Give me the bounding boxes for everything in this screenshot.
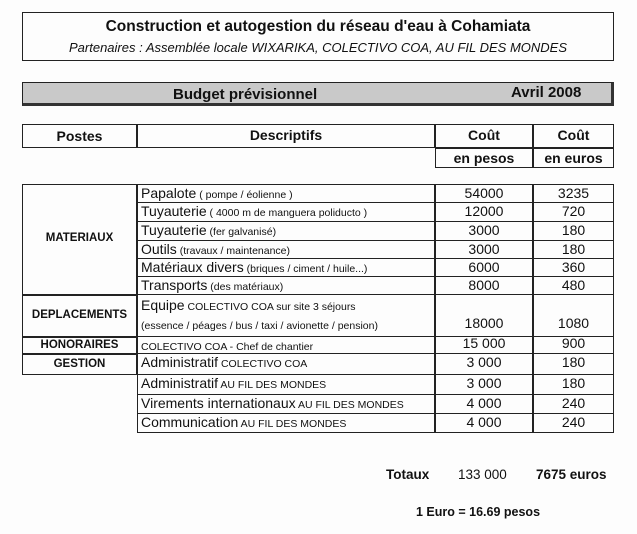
cell-pesos: 12000 xyxy=(435,203,533,222)
row-detail: ( 4000 m de manguera poliducto ) xyxy=(206,207,368,219)
cell-pesos: 18000 xyxy=(435,295,533,337)
table-row-description xyxy=(137,184,435,203)
header-cout-euros: Coût xyxy=(533,124,614,148)
category-deplacements: DEPLACEMENTS xyxy=(22,295,137,337)
row-detail: AU FIL DES MONDES xyxy=(238,418,347,430)
cell-euros: 360 xyxy=(533,259,614,277)
table-row-description xyxy=(137,241,435,259)
cell-pesos: 3000 xyxy=(435,241,533,259)
row-detail: COLECTIVO COA - Chef de chantier xyxy=(141,341,314,353)
cell-euros: 180 xyxy=(533,241,614,259)
budget-label: Budget prévisionnel xyxy=(173,86,318,103)
row-main: Administratif xyxy=(141,354,219,370)
cell-euros: 180 xyxy=(533,222,614,241)
cell-euros: 900 xyxy=(533,337,614,354)
row-main: Administratif xyxy=(141,375,219,391)
cell-pesos: 3000 xyxy=(435,222,533,241)
table-row-description xyxy=(137,222,435,241)
row-main: Tuyauterie xyxy=(141,222,207,238)
header-unit-pesos: en pesos xyxy=(435,148,533,168)
row-main: Virements internationaux xyxy=(141,395,296,411)
cell-pesos: 3 000 xyxy=(435,375,533,395)
cell-euros: 240 xyxy=(533,395,614,414)
category-gestion: GESTION xyxy=(22,354,137,375)
row-detail: COLECTIVO COA xyxy=(218,358,308,370)
document-title: Construction et autogestion du réseau d'eau à Cohamiata xyxy=(105,18,531,35)
cell-euros: 240 xyxy=(533,414,614,433)
cell-pesos: 8000 xyxy=(435,277,533,295)
table-row-description xyxy=(137,259,435,277)
table-row-description xyxy=(137,337,435,354)
table-row-description xyxy=(137,414,435,433)
budget-band xyxy=(22,82,614,106)
header-postes: Postes xyxy=(22,124,137,148)
totals-pesos: 133 000 xyxy=(458,467,507,482)
header-cout-pesos: Coût xyxy=(435,124,533,148)
cell-pesos: 54000 xyxy=(435,184,533,203)
row-detail: ( pompe / éolienne ) xyxy=(196,189,293,201)
table-row-description xyxy=(137,295,435,337)
partners-line: Partenaires : Assemblée locale WIXARIKA, COLECTIVO COA, AU FIL DES MONDES xyxy=(69,40,567,55)
category-honoraires: HONORAIRES xyxy=(22,337,137,354)
totals-euros: 7675 euros xyxy=(536,467,607,482)
row-detail: (des matériaux) xyxy=(207,281,284,293)
row-main: Tuyauterie xyxy=(141,203,207,219)
row-detail: AU FIL DES MONDES xyxy=(218,379,327,391)
totals-label: Totaux xyxy=(386,467,430,482)
cell-pesos: 3 000 xyxy=(435,354,533,375)
table-row-description xyxy=(137,354,435,375)
cell-euros: 180 xyxy=(533,354,614,375)
row-main: Communication xyxy=(141,414,239,430)
header-unit-euros: en euros xyxy=(533,148,614,168)
row-detail: (briques / ciment / huile...) xyxy=(243,263,368,275)
table-row-description xyxy=(137,277,435,295)
cell-pesos: 4 000 xyxy=(435,414,533,433)
row-detail: AU FIL DES MONDES xyxy=(295,399,404,411)
row-main: Matériaux divers xyxy=(141,259,244,275)
row-main: Papalote xyxy=(141,185,197,201)
exchange-rate: 1 Euro = 16.69 pesos xyxy=(416,505,541,519)
table-row-description xyxy=(137,395,435,414)
row-main: Outils xyxy=(141,241,177,257)
cell-euros: 720 xyxy=(533,203,614,222)
cell-euros: 3235 xyxy=(533,184,614,203)
cell-pesos: 4 000 xyxy=(435,395,533,414)
cell-pesos: 6000 xyxy=(435,259,533,277)
row-detail-line2: (essence / péages / bus / taxi / avionette / pension) xyxy=(141,320,378,332)
row-detail: (fer galvanisé) xyxy=(206,226,277,238)
cell-euros: 1080 xyxy=(533,295,614,337)
title-box xyxy=(22,12,614,61)
row-detail: (travaux / maintenance) xyxy=(176,245,291,257)
category-materiaux: MATERIAUX xyxy=(22,184,137,295)
cell-euros: 480 xyxy=(533,277,614,295)
header-descriptifs: Descriptifs xyxy=(137,124,435,148)
cell-euros: 180 xyxy=(533,375,614,395)
row-main: Equipe xyxy=(141,297,185,313)
table-row-description xyxy=(137,375,435,395)
budget-date: Avril 2008 xyxy=(511,84,582,101)
row-detail: COLECTIVO COA sur site 3 séjours xyxy=(184,301,356,313)
cell-pesos: 15 000 xyxy=(435,337,533,354)
table-row-description xyxy=(137,203,435,222)
row-main: Transports xyxy=(141,277,208,293)
